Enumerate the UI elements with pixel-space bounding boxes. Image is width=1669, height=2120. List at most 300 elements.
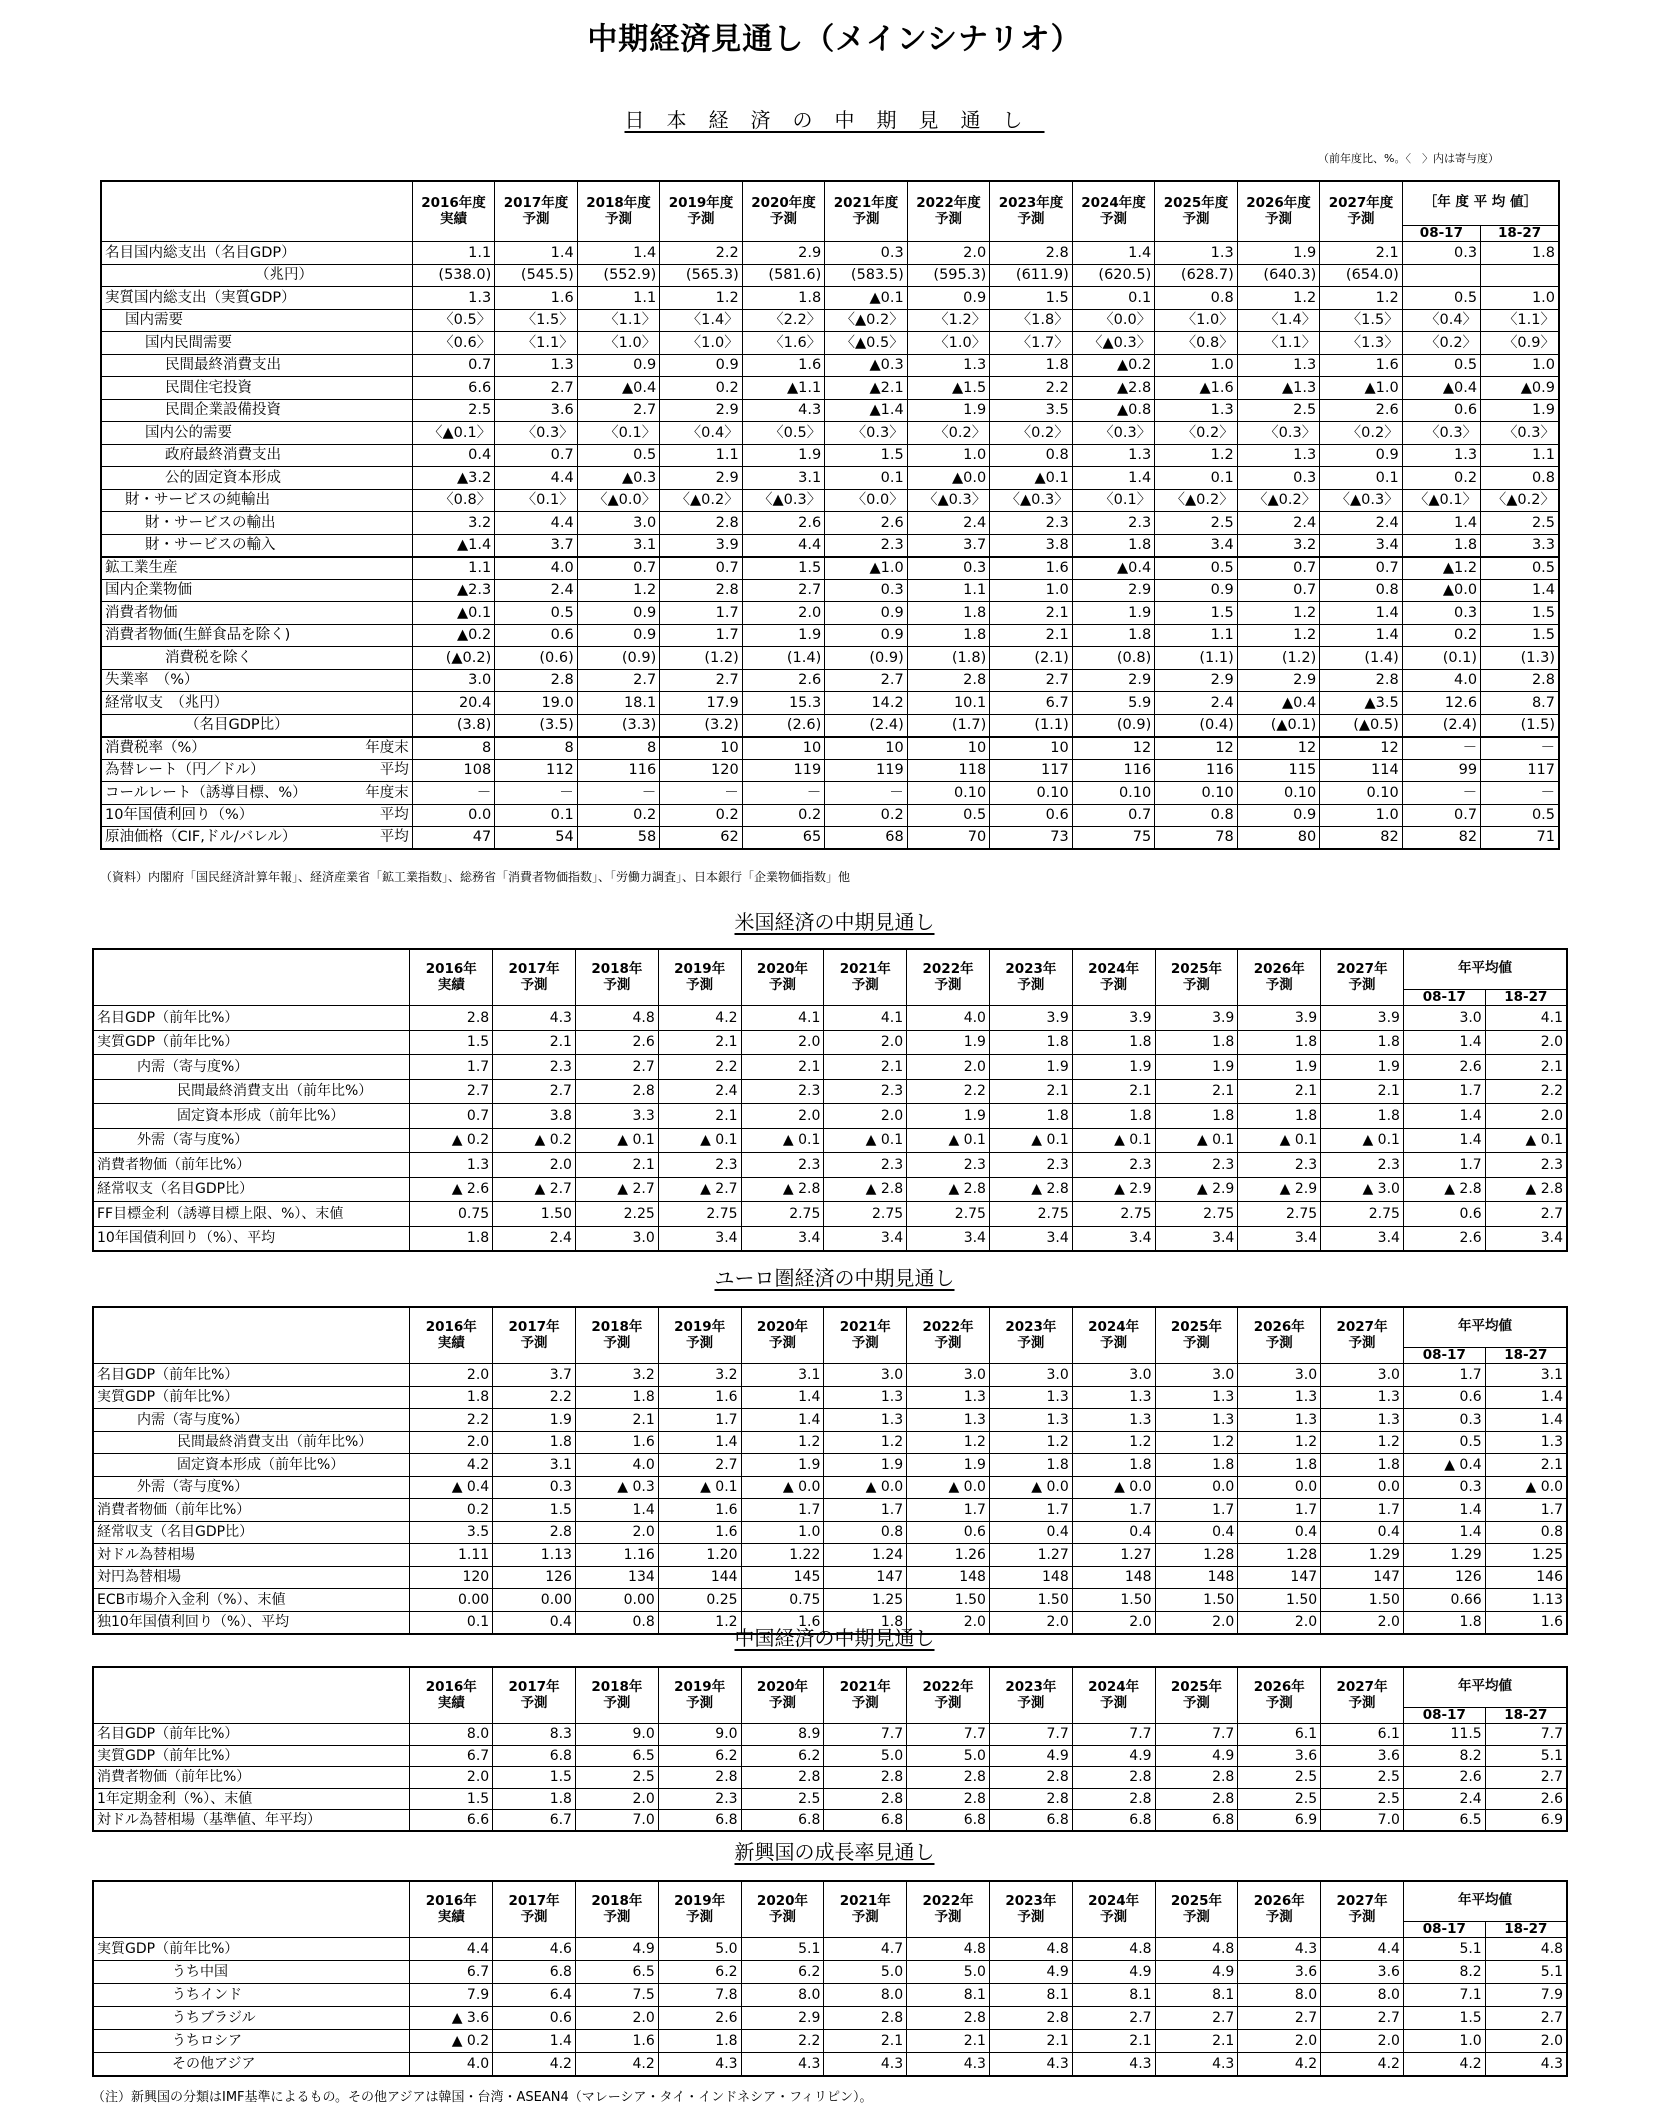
value-cell: 126 — [493, 1566, 576, 1589]
value-cell: 6.9 — [1238, 1810, 1321, 1832]
row-label — [101, 354, 412, 377]
value-cell: ▲ 2.8 — [989, 1177, 1072, 1202]
value-cell: (654.0) — [1320, 264, 1403, 287]
value-cell: 10 — [742, 737, 825, 760]
value-cell: 〈1.8〉 — [990, 309, 1073, 332]
value-cell: ▲ 0.1 — [1321, 1128, 1404, 1153]
value-cell: 0.8 — [575, 1611, 658, 1634]
value-cell: 0.7 — [1402, 804, 1480, 827]
value-cell: 1.3 — [1238, 1409, 1321, 1432]
value-cell: 1.7 — [1155, 1499, 1238, 1522]
header-row — [93, 1667, 1567, 1707]
value-cell: ▲ 0.3 — [575, 1476, 658, 1499]
value-cell: (2.6) — [742, 714, 825, 737]
fiscal-year: 2023年 — [1005, 1892, 1057, 1909]
value-cell: 1.6 — [575, 2030, 658, 2053]
value-cell: ▲0.1 — [412, 602, 495, 625]
value-cell: 4.9 — [989, 1961, 1072, 1984]
forecast-kind: 予測 — [520, 1694, 548, 1711]
value-cell: 0.8 — [1481, 467, 1559, 490]
value-cell: 2.8 — [1155, 1767, 1238, 1789]
value-cell: 2.8 — [907, 1788, 990, 1810]
value-cell: 2.7 — [1238, 2007, 1321, 2030]
value-cell: ▲0.4 — [1402, 377, 1480, 400]
value-cell: ▲ 0.2 — [410, 2030, 493, 2053]
value-cell: 2.4 — [493, 1226, 576, 1251]
value-cell: 1.8 — [1072, 1454, 1155, 1477]
header-year-cell — [907, 181, 990, 242]
value-cell: 4.2 — [658, 1006, 741, 1031]
value-cell: (640.3) — [1237, 264, 1320, 287]
value-cell: － — [495, 782, 578, 805]
row-label-text: 10年国債利回り（%）、平均 — [97, 1230, 276, 1247]
value-cell: 1.7 — [907, 1499, 990, 1522]
value-cell: 144 — [658, 1566, 741, 1589]
value-cell: ▲ 0.0 — [824, 1476, 907, 1499]
value-cell: 3.4 — [989, 1226, 1072, 1251]
header-year-cell — [989, 1881, 1072, 1938]
header-year-cell — [1072, 949, 1155, 1006]
row-label-text: 経常収支（名目GDP比） — [97, 1524, 254, 1541]
table-row — [101, 804, 1559, 827]
value-cell: 1.5 — [990, 287, 1073, 310]
value-cell: 0.6 — [1403, 1202, 1485, 1227]
value-cell: 2.75 — [1155, 1202, 1238, 1227]
value-cell: 2.1 — [575, 1409, 658, 1432]
value-cell: 1.4 — [1403, 1104, 1485, 1129]
value-cell: 2.0 — [1485, 1030, 1567, 1055]
value-cell: 1.1 — [412, 242, 495, 265]
value-cell: 2.7 — [577, 669, 660, 692]
header-year-cell — [1072, 181, 1155, 242]
row-label — [93, 1006, 410, 1031]
value-cell: ▲ 0.0 — [989, 1476, 1072, 1499]
value-cell: 5.1 — [1403, 1938, 1485, 1961]
value-cell: 3.2 — [575, 1364, 658, 1387]
value-cell: 6.7 — [410, 1961, 493, 1984]
value-cell: 0.9 — [907, 287, 990, 310]
value-cell: 1.5 — [410, 1030, 493, 1055]
value-cell: (▲0.2) — [412, 647, 495, 670]
value-cell: 1.2 — [1238, 1431, 1321, 1454]
value-cell: 134 — [575, 1566, 658, 1589]
value-cell: 5.0 — [824, 1745, 907, 1767]
value-cell: 4.9 — [989, 1745, 1072, 1767]
value-cell: 1.8 — [1321, 1104, 1404, 1129]
avg-period: 18-27 — [1485, 1707, 1567, 1724]
header-year-cell — [824, 1667, 907, 1724]
value-cell: 2.1 — [575, 1153, 658, 1178]
value-cell: 2.8 — [1481, 669, 1559, 692]
value-cell: 14.2 — [825, 692, 908, 715]
value-cell: 〈▲0.2〉 — [1237, 489, 1320, 512]
value-cell: 2.9 — [742, 242, 825, 265]
value-cell: 2.5 — [1238, 1788, 1321, 1810]
table-row — [101, 467, 1559, 490]
row-label — [101, 377, 412, 400]
value-cell: 〈1.1〉 — [1481, 309, 1559, 332]
value-cell: 1.2 — [1321, 1431, 1404, 1454]
row-label — [101, 534, 412, 557]
value-cell: 1.7 — [1238, 1499, 1321, 1522]
value-cell: 3.0 — [412, 669, 495, 692]
value-cell: 1.2 — [907, 1431, 990, 1454]
value-cell: 1.9 — [1237, 242, 1320, 265]
fiscal-year: 2021年 — [839, 960, 891, 977]
value-cell: 9.0 — [575, 1724, 658, 1746]
value-cell: 1.3 — [1155, 1409, 1238, 1432]
value-cell: 1.8 — [410, 1386, 493, 1409]
header-year-cell — [658, 1307, 741, 1364]
value-cell: 3.4 — [1238, 1226, 1321, 1251]
value-cell: (545.5) — [495, 264, 578, 287]
value-cell: 2.8 — [824, 1788, 907, 1810]
value-cell: 1.16 — [575, 1544, 658, 1567]
value-cell: 0.6 — [1403, 1386, 1485, 1409]
value-cell: 1.27 — [1072, 1544, 1155, 1567]
value-cell: 0.3 — [1402, 602, 1480, 625]
value-cell: 1.7 — [658, 1409, 741, 1432]
value-cell: 6.8 — [1155, 1810, 1238, 1832]
value-cell: ▲ 0.0 — [1072, 1476, 1155, 1499]
value-cell: (1.8) — [907, 647, 990, 670]
value-cell: ▲1.4 — [412, 534, 495, 557]
row-label-text: 実質国内総支出（実質GDP） — [105, 289, 296, 306]
value-cell: 1.9 — [907, 399, 990, 422]
row-label — [101, 579, 412, 602]
value-cell: 3.5 — [410, 1521, 493, 1544]
value-cell: 2.7 — [575, 1055, 658, 1080]
value-cell: 12.6 — [1402, 692, 1480, 715]
row-label — [93, 1104, 410, 1129]
header-year-cell — [575, 949, 658, 1006]
table-row — [93, 1454, 1567, 1477]
value-cell: 0.6 — [990, 804, 1073, 827]
fiscal-year: 2018年度 — [586, 194, 651, 211]
row-label — [93, 1521, 410, 1544]
value-cell: 0.10 — [1320, 782, 1403, 805]
japan-forecast-table — [100, 180, 1560, 850]
value-cell: ▲ 0.0 — [907, 1476, 990, 1499]
value-cell: ▲1.3 — [1237, 377, 1320, 400]
fiscal-year: 2027年 — [1336, 1318, 1388, 1335]
table-row — [93, 1544, 1567, 1567]
value-cell: 2.3 — [824, 1079, 907, 1104]
forecast-kind: 予測 — [1017, 1334, 1045, 1351]
value-cell: 0.8 — [824, 1521, 907, 1544]
value-cell: 2.2 — [658, 1055, 741, 1080]
value-cell: 1.5 — [1481, 624, 1559, 647]
value-cell: 1.7 — [1403, 1079, 1485, 1104]
value-cell: 0.3 — [493, 1476, 576, 1499]
value-cell: ▲3.5 — [1320, 692, 1403, 715]
value-cell: 112 — [495, 759, 578, 782]
value-cell: － — [577, 782, 660, 805]
value-cell: 0.4 — [989, 1521, 1072, 1544]
value-cell: 2.7 — [990, 669, 1073, 692]
fiscal-year: 2024年 — [1088, 1892, 1140, 1909]
value-cell: 1.9 — [1238, 1055, 1321, 1080]
value-cell: 1.8 — [1238, 1454, 1321, 1477]
row-label — [101, 399, 412, 422]
forecast-kind: 予測 — [1100, 1694, 1128, 1711]
value-cell: 2.8 — [1072, 1767, 1155, 1789]
value-cell: 〈0.8〉 — [1155, 332, 1238, 355]
table-row — [101, 242, 1559, 265]
value-cell: 2.8 — [660, 512, 743, 535]
forecast-kind: 予測 — [1265, 1694, 1293, 1711]
value-cell: 116 — [1155, 759, 1238, 782]
header-year-cell — [1155, 1881, 1238, 1938]
value-cell: 1.4 — [1320, 602, 1403, 625]
forecast-kind: 予測 — [769, 210, 797, 227]
value-cell: 4.2 — [1321, 2053, 1404, 2076]
value-cell: 0.3 — [825, 579, 908, 602]
value-cell: 1.2 — [658, 1611, 741, 1634]
forecast-kind: 予測 — [520, 976, 548, 993]
value-cell: 1.50 — [907, 1589, 990, 1612]
header-year-cell — [989, 1307, 1072, 1364]
value-cell: 1.3 — [824, 1386, 907, 1409]
value-cell: 0.7 — [577, 557, 660, 580]
value-cell: 8.0 — [741, 1984, 824, 2007]
table-row — [101, 782, 1559, 805]
value-cell: 2.25 — [575, 1202, 658, 1227]
header-year-cell — [575, 1881, 658, 1938]
value-cell: 2.0 — [410, 1767, 493, 1789]
value-cell: 1.9 — [742, 444, 825, 467]
value-cell: 1.3 — [1155, 399, 1238, 422]
value-cell: 1.4 — [1072, 242, 1155, 265]
fiscal-year: 2020年 — [756, 960, 808, 977]
forecast-kind: 予測 — [1348, 1908, 1376, 1925]
table-row — [101, 264, 1559, 287]
value-cell: 12 — [1320, 737, 1403, 760]
value-cell: 4.0 — [495, 557, 578, 580]
value-cell: ▲ 0.0 — [741, 1476, 824, 1499]
value-cell: 〈0.9〉 — [1481, 332, 1559, 355]
value-cell: 2.6 — [742, 512, 825, 535]
value-cell: 2.0 — [1485, 1104, 1567, 1129]
header-year-cell — [907, 1307, 990, 1364]
value-cell: 65 — [742, 827, 825, 850]
value-cell: 1.50 — [1238, 1589, 1321, 1612]
value-cell: 2.1 — [741, 1055, 824, 1080]
value-cell: 2.8 — [907, 1767, 990, 1789]
value-cell: 0.5 — [907, 804, 990, 827]
value-cell: 〈▲0.2〉 — [825, 309, 908, 332]
avg-header: 年平均値 — [1403, 1667, 1567, 1707]
table-row — [93, 1431, 1567, 1454]
value-cell: (▲0.1) — [1237, 714, 1320, 737]
value-cell: ▲0.0 — [907, 467, 990, 490]
value-cell: 3.4 — [1321, 1226, 1404, 1251]
header-year-cell — [410, 1667, 493, 1724]
row-label-text: 民間最終消費支出（前年比%） — [177, 1083, 373, 1100]
value-cell: 71 — [1481, 827, 1559, 850]
avg-period: 08-17 — [1403, 989, 1485, 1006]
value-cell: 〈▲0.3〉 — [742, 489, 825, 512]
value-cell: 4.9 — [1155, 1745, 1238, 1767]
value-cell: 2.75 — [907, 1202, 990, 1227]
value-cell: 1.9 — [741, 1454, 824, 1477]
header-year-cell — [1072, 1307, 1155, 1364]
forecast-kind: 予測 — [687, 210, 715, 227]
value-cell: 〈0.4〉 — [1402, 309, 1480, 332]
value-cell: 2.8 — [989, 1788, 1072, 1810]
value-cell: 6.8 — [493, 1745, 576, 1767]
value-cell: 0.8 — [1320, 579, 1403, 602]
value-cell: 6.8 — [907, 1810, 990, 1832]
value-cell: 2.6 — [1403, 1055, 1485, 1080]
value-cell: (620.5) — [1072, 264, 1155, 287]
row-label-text: 名目GDP（前年比%） — [97, 1366, 239, 1383]
fiscal-year: 2022年 — [922, 1892, 974, 1909]
value-cell: ▲ 0.1 — [907, 1128, 990, 1153]
row-label-text: 経常収支 （兆円） — [105, 694, 229, 711]
row-label — [101, 624, 412, 647]
value-cell: 5.0 — [824, 1961, 907, 1984]
fiscal-year: 2021年度 — [833, 194, 899, 211]
row-label-text: 消費者物価 — [105, 604, 178, 621]
value-cell: 〈2.2〉 — [742, 309, 825, 332]
header-year-cell — [989, 1667, 1072, 1724]
emerging-section-title: 新興国の成長率見通し — [734, 1840, 935, 1864]
value-cell: 4.3 — [741, 2053, 824, 2076]
row-label-text: 実質GDP（前年比%） — [97, 1941, 239, 1958]
value-cell: 〈0.8〉 — [412, 489, 495, 512]
fiscal-year: 2017年 — [508, 960, 560, 977]
fiscal-year: 2025年 — [1170, 1318, 1222, 1335]
value-cell: 0.5 — [495, 602, 578, 625]
value-cell: 1.4 — [1320, 624, 1403, 647]
row-label-text: 民間住宅投資 — [165, 379, 252, 396]
value-cell: 5.1 — [741, 1938, 824, 1961]
value-cell: 2.0 — [1155, 1611, 1238, 1634]
row-label — [101, 264, 412, 287]
value-cell: 1.3 — [907, 1386, 990, 1409]
row-label-text: 独10年国債利回り（%）、平均 — [97, 1614, 290, 1631]
value-cell: 〈0.5〉 — [742, 422, 825, 445]
value-cell: ▲1.5 — [907, 377, 990, 400]
header-year-cell — [658, 1667, 741, 1724]
forecast-kind: 予測 — [1099, 210, 1127, 227]
value-cell: 1.4 — [1072, 467, 1155, 490]
value-cell: 2.7 — [1485, 2007, 1567, 2030]
row-label — [93, 1364, 410, 1387]
value-cell: 1.6 — [658, 1386, 741, 1409]
value-cell: 4.8 — [989, 1938, 1072, 1961]
table-row — [101, 759, 1559, 782]
forecast-kind: 予測 — [768, 976, 796, 993]
value-cell: 7.0 — [1321, 1810, 1404, 1832]
value-cell: 3.9 — [1238, 1006, 1321, 1031]
value-cell: (1.3) — [1481, 647, 1559, 670]
value-cell: 〈0.2〉 — [1320, 422, 1403, 445]
row-label-suffix: 平均 — [379, 807, 409, 824]
value-cell: 0.9 — [577, 624, 660, 647]
value-cell: ▲0.9 — [1481, 377, 1559, 400]
value-cell: ▲2.8 — [1072, 377, 1155, 400]
euro-forecast-table — [92, 1306, 1568, 1635]
value-cell: 2.0 — [741, 1030, 824, 1055]
row-label — [101, 422, 412, 445]
value-cell: 1.3 — [1402, 444, 1480, 467]
forecast-kind: 予測 — [852, 210, 880, 227]
value-cell: 2.0 — [1238, 2030, 1321, 2053]
value-cell: 2.3 — [658, 1788, 741, 1810]
euro-section-title: ユーロ圏経済の中期見通し — [714, 1266, 955, 1290]
value-cell: 4.2 — [1238, 2053, 1321, 2076]
header-year-cell — [1320, 181, 1403, 242]
value-cell: 2.0 — [410, 1431, 493, 1454]
value-cell: 8 — [495, 737, 578, 760]
value-cell: 2.3 — [493, 1055, 576, 1080]
fiscal-year: 2016年度 — [421, 194, 486, 211]
value-cell: 8.1 — [1155, 1984, 1238, 2007]
value-cell: 4.3 — [1155, 2053, 1238, 2076]
value-cell: 1.29 — [1321, 1544, 1404, 1567]
value-cell: 3.0 — [577, 512, 660, 535]
header-label-cell — [93, 1881, 410, 1938]
table-row — [101, 579, 1559, 602]
value-cell: 0.5 — [1402, 354, 1480, 377]
table-row — [93, 1079, 1567, 1104]
value-cell: 1.22 — [741, 1544, 824, 1567]
value-cell: 7.7 — [907, 1724, 990, 1746]
value-cell: 0.1 — [495, 804, 578, 827]
forecast-kind: 予測 — [1182, 976, 1210, 993]
header-year-cell — [658, 1881, 741, 1938]
value-cell: 6.2 — [658, 1745, 741, 1767]
forecast-kind: 予測 — [522, 210, 550, 227]
row-label — [101, 557, 412, 580]
value-cell: 1.28 — [1155, 1544, 1238, 1567]
value-cell: 3.0 — [1238, 1364, 1321, 1387]
value-cell: ▲ 2.7 — [493, 1177, 576, 1202]
value-cell: 1.4 — [1403, 1521, 1485, 1544]
row-label-text: 1年定期金利（%）、末値 — [97, 1790, 253, 1807]
value-cell: 2.8 — [575, 1079, 658, 1104]
value-cell: 1.5 — [825, 444, 908, 467]
value-cell: 2.75 — [658, 1202, 741, 1227]
row-label-text: 内需（寄与度%） — [137, 1058, 249, 1075]
value-cell: (2.4) — [825, 714, 908, 737]
forecast-kind: 予測 — [768, 1694, 796, 1711]
value-cell: 8.3 — [493, 1724, 576, 1746]
fiscal-year: 2016年 — [425, 1892, 477, 1909]
header-year-cell — [1155, 949, 1238, 1006]
value-cell: 0.4 — [1321, 1521, 1404, 1544]
value-cell: ▲ 0.0 — [1485, 1476, 1567, 1499]
value-cell: 3.9 — [1072, 1006, 1155, 1031]
value-cell: 0.4 — [1072, 1521, 1155, 1544]
row-label — [101, 804, 412, 827]
fiscal-year: 2019年度 — [668, 194, 734, 211]
header-year-cell — [742, 181, 825, 242]
table-row — [101, 557, 1559, 580]
row-label-suffix: 年度末 — [365, 739, 409, 756]
forecast-kind: 予測 — [520, 1334, 548, 1351]
value-cell: 1.3 — [1321, 1409, 1404, 1432]
value-cell: 2.7 — [660, 669, 743, 692]
value-cell: 2.0 — [742, 602, 825, 625]
value-cell: 〈0.3〉 — [495, 422, 578, 445]
header-year-cell — [660, 181, 743, 242]
value-cell: 0.4 — [493, 1611, 576, 1634]
value-cell: 2.9 — [660, 467, 743, 490]
value-cell: 3.4 — [1072, 1226, 1155, 1251]
